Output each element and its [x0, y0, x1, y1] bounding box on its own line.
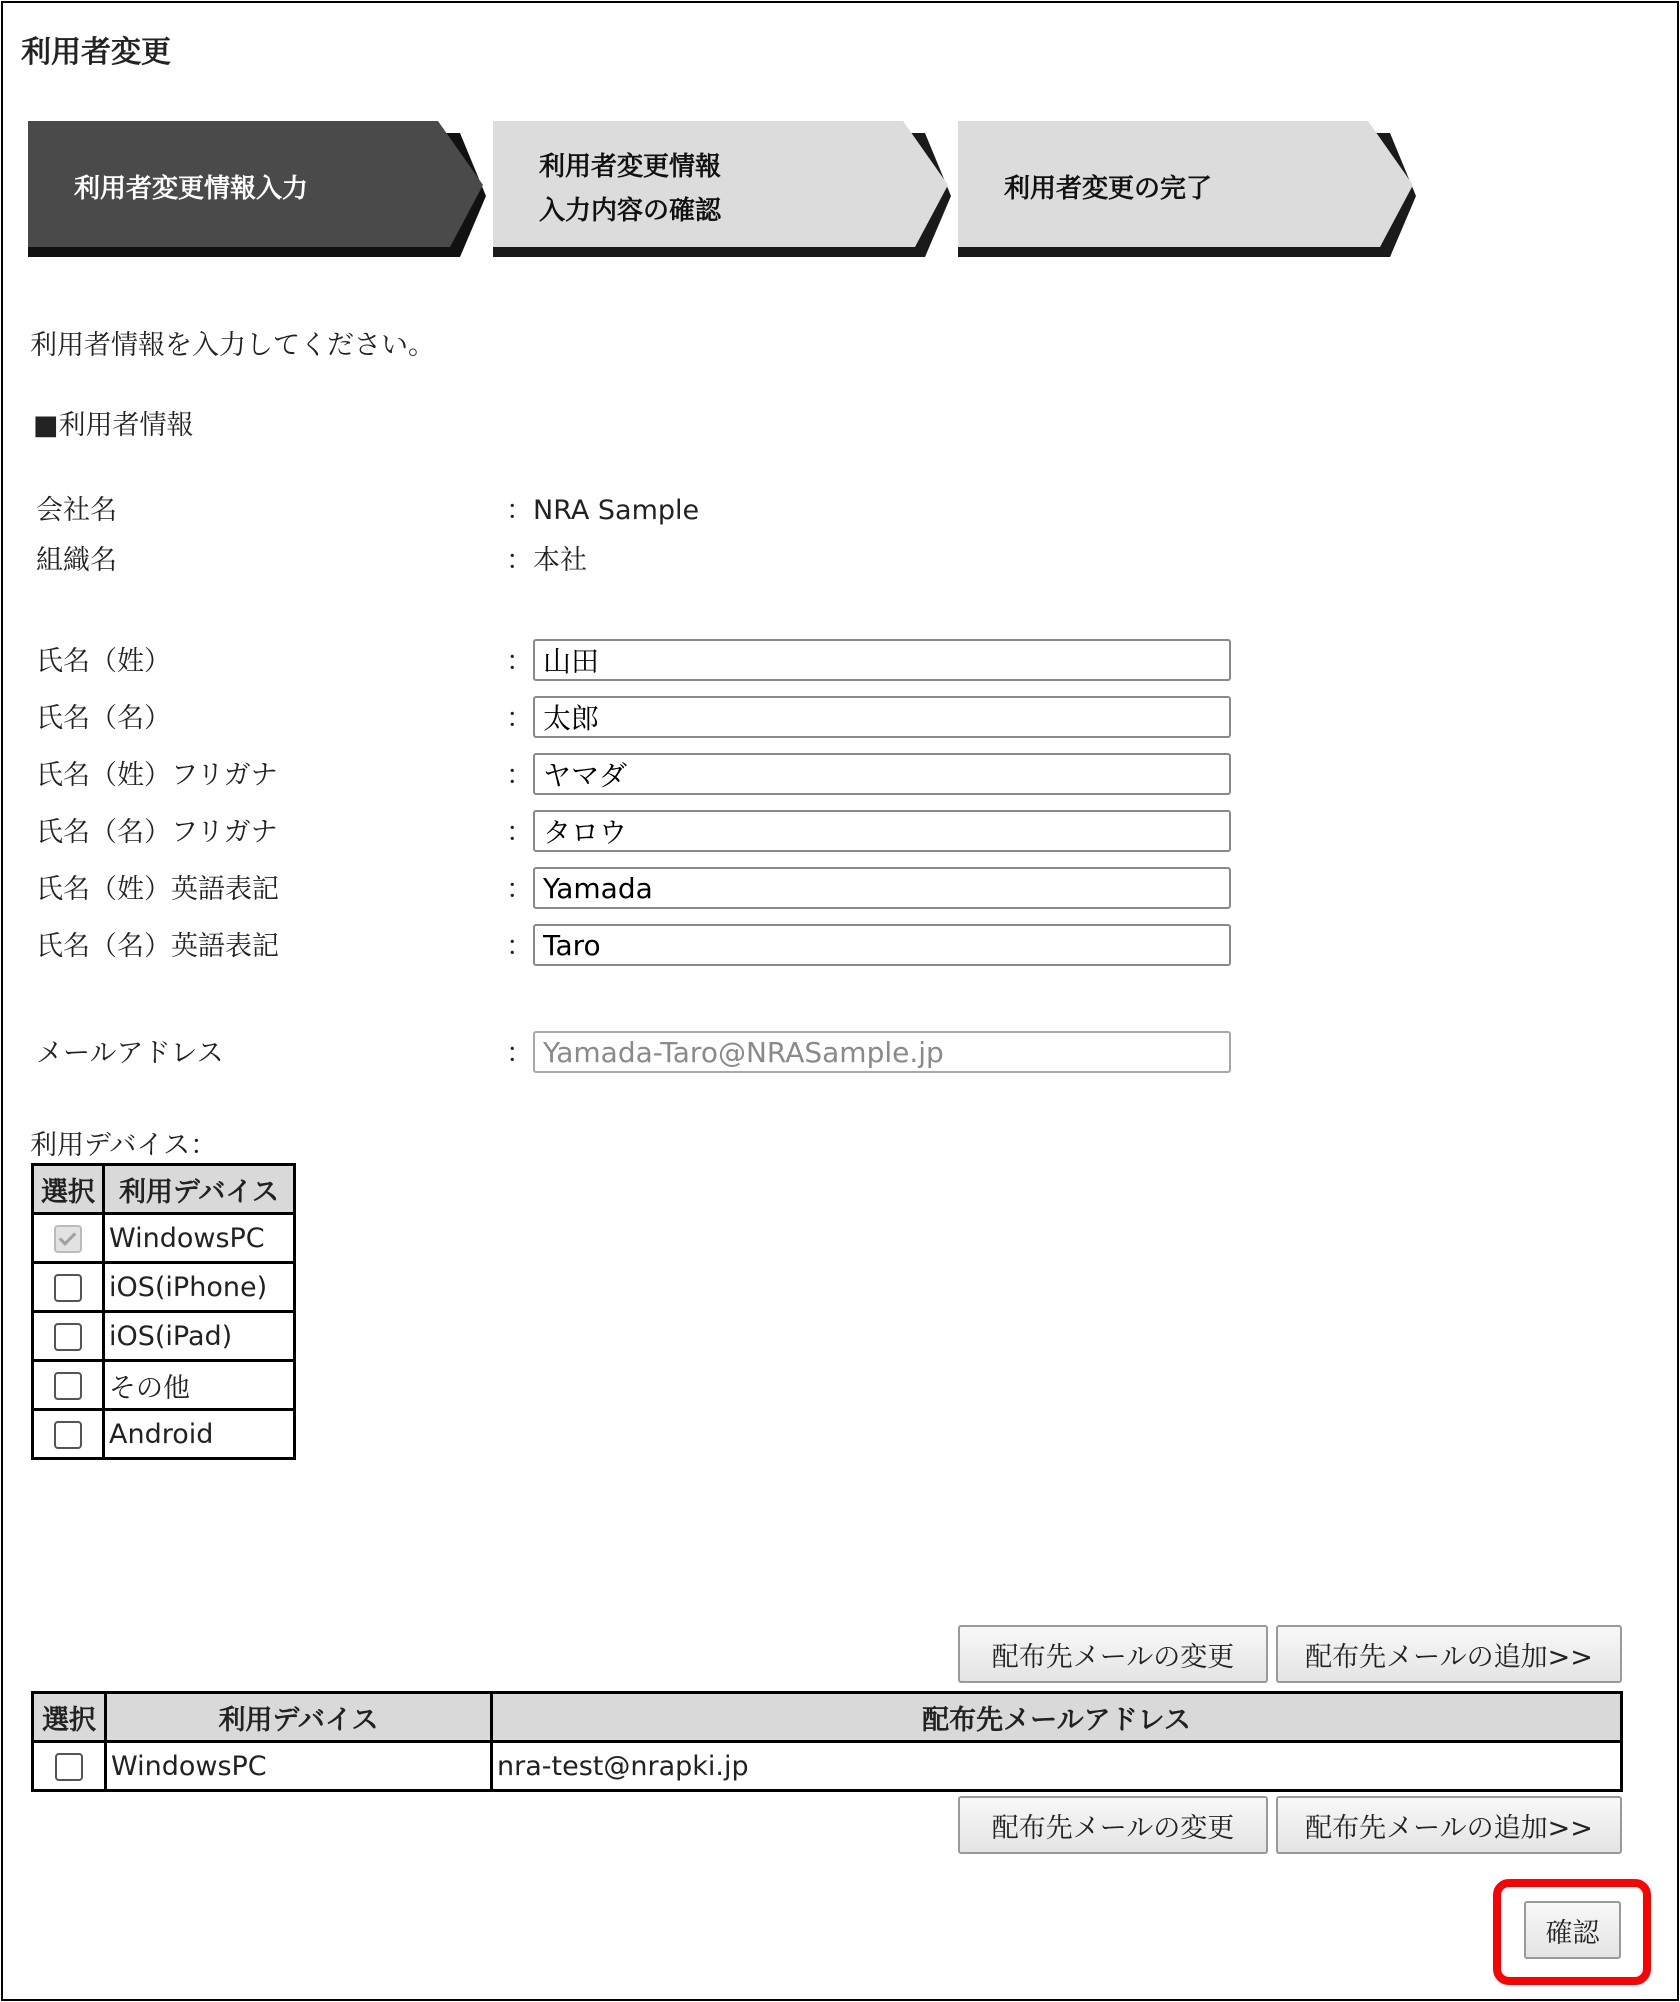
device-checkbox-windowspc: [54, 1225, 82, 1253]
table-row: [33, 1214, 295, 1263]
table-row: [33, 1742, 1622, 1791]
first-name-input[interactable]: [533, 696, 1231, 738]
address-column-header: 配布先メールアドレス: [492, 1693, 1622, 1742]
add-mail-button-bottom[interactable]: 配布先メールの追加>>: [1276, 1796, 1622, 1854]
select-column-header: 選択: [33, 1693, 106, 1742]
table-header-row: [33, 1165, 295, 1214]
device-column-header: 利用デバイス: [106, 1693, 492, 1742]
mail-row-address: nra-test@nrapki.jp: [492, 1742, 1622, 1791]
device-checkbox-ios-iphone[interactable]: [54, 1274, 82, 1302]
page-title: 利用者変更: [21, 35, 171, 70]
devices-table: [31, 1163, 296, 1460]
first-name-english-input[interactable]: [533, 924, 1231, 966]
last-name-english-input[interactable]: [533, 867, 1231, 909]
device-checkbox-ios-ipad[interactable]: [54, 1323, 82, 1351]
email-field: [533, 1031, 1231, 1073]
company-value: NRA Sample: [533, 495, 700, 526]
table-row: [33, 1410, 295, 1459]
organization-value: 本社: [533, 545, 587, 576]
section-heading: ■利用者情報: [33, 410, 194, 441]
company-label: 会社名: [36, 495, 117, 526]
step-label: 利用者変更情報 入力内容の確認: [539, 152, 722, 226]
device-column-header: 利用デバイス: [104, 1165, 295, 1214]
last-name-kana-input[interactable]: [533, 753, 1231, 795]
intro-text: 利用者情報を入力してください。: [30, 330, 435, 361]
select-column-header: 選択: [33, 1165, 104, 1214]
device-name: Android: [104, 1410, 295, 1459]
last-name-kana-label: 氏名（姓）フリガナ: [36, 760, 278, 791]
colon: ：: [506, 545, 533, 576]
wizard-step-input: [28, 121, 488, 271]
colon: ：: [506, 703, 533, 734]
organization-label: 組織名: [36, 545, 117, 576]
colon: ：: [506, 931, 533, 962]
table-row: [33, 1361, 295, 1410]
wizard-step-confirm: [493, 121, 953, 271]
mail-row-device: WindowsPC: [106, 1742, 492, 1791]
table-header-row: [33, 1693, 1622, 1742]
first-name-kana-input[interactable]: [533, 810, 1231, 852]
colon: ：: [506, 495, 533, 526]
device-name: その他: [104, 1361, 295, 1410]
change-mail-button-bottom[interactable]: 配布先メールの変更: [958, 1796, 1268, 1854]
colon: ：: [506, 646, 533, 677]
step-label: 利用者変更の完了: [1004, 174, 1213, 204]
colon: ：: [506, 874, 533, 905]
device-checkbox-other[interactable]: [54, 1372, 82, 1400]
first-name-kana-label: 氏名（名）フリガナ: [36, 817, 278, 848]
last-name-label: 氏名（姓）: [36, 646, 171, 677]
confirm-button[interactable]: 確認: [1524, 1901, 1621, 1959]
first-name-english-label: 氏名（名）英語表記: [36, 931, 279, 962]
device-name: WindowsPC: [104, 1214, 295, 1263]
device-checkbox-android[interactable]: [54, 1421, 82, 1449]
device-name: iOS(iPad): [104, 1312, 295, 1361]
last-name-english-label: 氏名（姓）英語表記: [36, 874, 279, 905]
step-label: 利用者変更情報入力: [74, 174, 309, 204]
change-mail-button-top[interactable]: 配布先メールの変更: [958, 1625, 1268, 1683]
devices-caption: 利用デバイス：: [30, 1130, 218, 1161]
page-frame: [1, 1, 1679, 2001]
mail-table: [31, 1691, 1623, 1792]
email-label: メールアドレス: [36, 1038, 224, 1069]
device-name: iOS(iPhone): [104, 1263, 295, 1312]
last-name-input[interactable]: [533, 639, 1231, 681]
add-mail-button-top[interactable]: 配布先メールの追加>>: [1276, 1625, 1622, 1683]
table-row: [33, 1263, 295, 1312]
colon: ：: [506, 760, 533, 791]
wizard-step-complete: [958, 121, 1418, 271]
table-row: [33, 1312, 295, 1361]
mail-row-checkbox[interactable]: [55, 1753, 83, 1781]
colon: ：: [506, 1038, 533, 1069]
colon: ：: [506, 817, 533, 848]
first-name-label: 氏名（名）: [36, 703, 171, 734]
